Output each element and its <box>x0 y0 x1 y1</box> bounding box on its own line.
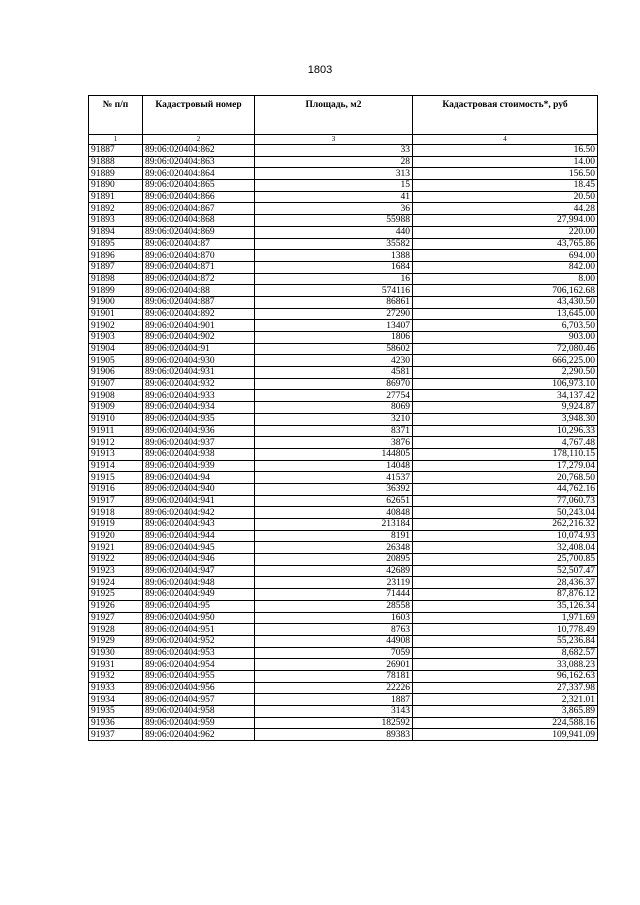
area-cell: 3143 <box>255 706 413 718</box>
row-index-cell: 91906 <box>89 367 143 379</box>
cadastral-number-cell: 89:06:020404:958 <box>143 706 255 718</box>
table-row <box>89 390 598 402</box>
table-row <box>89 191 598 203</box>
row-index-cell: 91922 <box>89 554 143 566</box>
area-cell: 36 <box>255 203 413 215</box>
cadastral-number-cell: 89:06:020404:901 <box>143 320 255 332</box>
table-row <box>89 156 598 168</box>
cadastral-value-cell: 220.00 <box>413 226 598 238</box>
table-row <box>89 215 598 227</box>
table-row <box>89 402 598 414</box>
row-index-cell: 91887 <box>89 145 143 157</box>
cadastral-number-cell: 89:06:020404:866 <box>143 191 255 203</box>
column-number: 4 <box>413 135 598 145</box>
cadastral-value-cell: 8,682.57 <box>413 647 598 659</box>
table-row <box>89 413 598 425</box>
cadastral-value-cell: 27,337.98 <box>413 682 598 694</box>
row-index-cell: 91913 <box>89 448 143 460</box>
row-index-cell: 91910 <box>89 413 143 425</box>
cadastral-value-cell: 156.50 <box>413 168 598 180</box>
cadastral-number-cell: 89:06:020404:871 <box>143 261 255 273</box>
table-row <box>89 343 598 355</box>
cadastral-value-cell: 87,876.12 <box>413 589 598 601</box>
table-row <box>89 378 598 390</box>
table-row <box>89 495 598 507</box>
row-index-cell: 91900 <box>89 296 143 308</box>
cadastral-number-cell: 89:06:020404:949 <box>143 589 255 601</box>
cadastral-value-cell: 2,290.50 <box>413 367 598 379</box>
area-cell: 86861 <box>255 296 413 308</box>
cadastral-number-cell: 89:06:020404:934 <box>143 402 255 414</box>
area-cell: 3210 <box>255 413 413 425</box>
cadastral-value-cell: 2,321.01 <box>413 694 598 706</box>
cadastral-number-cell: 89:06:020404:959 <box>143 717 255 729</box>
row-index-cell: 91926 <box>89 600 143 612</box>
area-cell: 8191 <box>255 530 413 542</box>
area-cell: 78181 <box>255 670 413 682</box>
cadastral-number-cell: 89:06:020404:935 <box>143 413 255 425</box>
table-row <box>89 519 598 531</box>
cadastral-number-cell: 89:06:020404:865 <box>143 180 255 192</box>
row-index-cell: 91890 <box>89 180 143 192</box>
area-cell: 89383 <box>255 729 413 741</box>
row-index-cell: 91897 <box>89 261 143 273</box>
area-cell: 1887 <box>255 694 413 706</box>
area-cell: 182592 <box>255 717 413 729</box>
row-index-cell: 91923 <box>89 565 143 577</box>
area-cell: 1806 <box>255 332 413 344</box>
area-cell: 40848 <box>255 507 413 519</box>
cadastral-value-cell: 8.00 <box>413 273 598 285</box>
row-index-cell: 91895 <box>89 238 143 250</box>
row-index-cell: 91937 <box>89 729 143 741</box>
row-index-cell: 91918 <box>89 507 143 519</box>
area-cell: 71444 <box>255 589 413 601</box>
cadastral-value-cell: 27,994.00 <box>413 215 598 227</box>
area-cell: 144805 <box>255 448 413 460</box>
table-row <box>89 273 598 285</box>
table-row <box>89 577 598 589</box>
area-cell: 4230 <box>255 355 413 367</box>
cadastral-number-cell: 89:06:020404:956 <box>143 682 255 694</box>
cadastral-number-cell: 89:06:020404:951 <box>143 624 255 636</box>
cadastral-value-cell: 20,768.50 <box>413 472 598 484</box>
cadastral-number-cell: 89:06:020404:940 <box>143 483 255 495</box>
cadastral-number-cell: 89:06:020404:869 <box>143 226 255 238</box>
cadastral-number-cell: 89:06:020404:902 <box>143 332 255 344</box>
cadastral-value-cell: 55,236.84 <box>413 635 598 647</box>
cadastral-value-cell: 706,162.68 <box>413 285 598 297</box>
table-row <box>89 180 598 192</box>
table-row <box>89 635 598 647</box>
row-index-cell: 91927 <box>89 612 143 624</box>
table-row <box>89 554 598 566</box>
cadastral-number-cell: 89:06:020404:947 <box>143 565 255 577</box>
cadastral-value-cell: 6,703.50 <box>413 320 598 332</box>
area-cell: 28 <box>255 156 413 168</box>
area-cell: 8763 <box>255 624 413 636</box>
area-cell: 55988 <box>255 215 413 227</box>
cadastral-number-cell: 89:06:020404:932 <box>143 378 255 390</box>
row-index-cell: 91932 <box>89 670 143 682</box>
row-index-cell: 91908 <box>89 390 143 402</box>
row-index-cell: 91934 <box>89 694 143 706</box>
area-cell: 23119 <box>255 577 413 589</box>
column-number: 1 <box>89 135 143 145</box>
table-row <box>89 507 598 519</box>
cadastral-value-cell: 178,110.15 <box>413 448 598 460</box>
table-row <box>89 717 598 729</box>
table-row <box>89 472 598 484</box>
cadastral-number-cell: 89:06:020404:930 <box>143 355 255 367</box>
cadastral-number-cell: 89:06:020404:91 <box>143 343 255 355</box>
cadastral-value-cell: 72,080.46 <box>413 343 598 355</box>
cadastral-value-cell: 50,243.04 <box>413 507 598 519</box>
cadastral-number-cell: 89:06:020404:95 <box>143 600 255 612</box>
table-row <box>89 355 598 367</box>
area-cell: 86970 <box>255 378 413 390</box>
cadastral-number-cell: 89:06:020404:943 <box>143 519 255 531</box>
cadastral-value-cell: 106,973.10 <box>413 378 598 390</box>
area-cell: 33 <box>255 145 413 157</box>
table-row <box>89 624 598 636</box>
area-cell: 36392 <box>255 483 413 495</box>
cadastral-value-cell: 52,507.47 <box>413 565 598 577</box>
table-row <box>89 238 598 250</box>
table-row <box>89 226 598 238</box>
row-index-cell: 91935 <box>89 706 143 718</box>
area-cell: 1603 <box>255 612 413 624</box>
row-index-cell: 91902 <box>89 320 143 332</box>
table-row <box>89 589 598 601</box>
area-cell: 22226 <box>255 682 413 694</box>
cadastral-number-cell: 89:06:020404:962 <box>143 729 255 741</box>
area-cell: 313 <box>255 168 413 180</box>
area-cell: 42689 <box>255 565 413 577</box>
row-index-cell: 91901 <box>89 308 143 320</box>
area-cell: 27754 <box>255 390 413 402</box>
area-cell: 41537 <box>255 472 413 484</box>
cadastral-number-cell: 89:06:020404:872 <box>143 273 255 285</box>
table-row <box>89 308 598 320</box>
cadastral-value-cell: 262,216.32 <box>413 519 598 531</box>
cadastral-value-cell: 20.50 <box>413 191 598 203</box>
cadastral-number-cell: 89:06:020404:936 <box>143 425 255 437</box>
cadastral-value-cell: 10,296.33 <box>413 425 598 437</box>
row-index-cell: 91904 <box>89 343 143 355</box>
table-row <box>89 367 598 379</box>
area-cell: 574116 <box>255 285 413 297</box>
table-row <box>89 448 598 460</box>
area-cell: 20895 <box>255 554 413 566</box>
area-cell: 62651 <box>255 495 413 507</box>
cadastral-value-cell: 43,765.86 <box>413 238 598 250</box>
table-row <box>89 425 598 437</box>
table-row <box>89 612 598 624</box>
row-index-cell: 91921 <box>89 542 143 554</box>
column-number: 2 <box>143 135 255 145</box>
row-index-cell: 91892 <box>89 203 143 215</box>
cadastral-number-cell: 89:06:020404:867 <box>143 203 255 215</box>
area-cell: 8069 <box>255 402 413 414</box>
cadastral-number-cell: 89:06:020404:94 <box>143 472 255 484</box>
area-cell: 13407 <box>255 320 413 332</box>
cadastral-value-cell: 16.50 <box>413 145 598 157</box>
cadastral-number-cell: 89:06:020404:870 <box>143 250 255 262</box>
table-row <box>89 600 598 612</box>
header-cadastral-number: Кадастровый номер <box>143 96 255 135</box>
area-cell: 3876 <box>255 437 413 449</box>
area-cell: 8371 <box>255 425 413 437</box>
table-row <box>89 332 598 344</box>
row-index-cell: 91914 <box>89 460 143 472</box>
row-index-cell: 91896 <box>89 250 143 262</box>
table-row <box>89 261 598 273</box>
header-cadastral-value: Кадастровая стоимость*, руб <box>413 96 598 135</box>
table-row <box>89 168 598 180</box>
cadastral-number-cell: 89:06:020404:944 <box>143 530 255 542</box>
area-cell: 41 <box>255 191 413 203</box>
table-row <box>89 659 598 671</box>
cadastral-value-cell: 10,778.49 <box>413 624 598 636</box>
table-row <box>89 320 598 332</box>
cadastral-value-cell: 33,088.23 <box>413 659 598 671</box>
row-index-cell: 91916 <box>89 483 143 495</box>
row-index-cell: 91899 <box>89 285 143 297</box>
area-cell: 1684 <box>255 261 413 273</box>
cadastral-number-cell: 89:06:020404:955 <box>143 670 255 682</box>
row-index-cell: 91933 <box>89 682 143 694</box>
cadastral-number-cell: 89:06:020404:868 <box>143 215 255 227</box>
cadastral-number-cell: 89:06:020404:88 <box>143 285 255 297</box>
area-cell: 1388 <box>255 250 413 262</box>
cadastral-number-cell: 89:06:020404:941 <box>143 495 255 507</box>
cadastral-value-cell: 3,948.30 <box>413 413 598 425</box>
area-cell: 44908 <box>255 635 413 647</box>
cadastral-number-cell: 89:06:020404:87 <box>143 238 255 250</box>
table-row <box>89 647 598 659</box>
cadastral-number-cell: 89:06:020404:864 <box>143 168 255 180</box>
cadastral-value-cell: 44,762.16 <box>413 483 598 495</box>
cadastral-number-cell: 89:06:020404:942 <box>143 507 255 519</box>
row-index-cell: 91891 <box>89 191 143 203</box>
row-index-cell: 91924 <box>89 577 143 589</box>
cadastral-value-cell: 96,162.63 <box>413 670 598 682</box>
cadastral-value-cell: 35,126.34 <box>413 600 598 612</box>
cadastral-number-cell: 89:06:020404:952 <box>143 635 255 647</box>
cadastral-value-cell: 13,645.00 <box>413 308 598 320</box>
cadastral-value-cell: 224,588.16 <box>413 717 598 729</box>
cadastral-number-cell: 89:06:020404:954 <box>143 659 255 671</box>
area-cell: 213184 <box>255 519 413 531</box>
area-cell: 28558 <box>255 600 413 612</box>
row-index-cell: 91894 <box>89 226 143 238</box>
cadastral-value-cell: 32,408.04 <box>413 542 598 554</box>
cadastral-number-cell: 89:06:020404:946 <box>143 554 255 566</box>
table-row <box>89 145 598 157</box>
area-cell: 27290 <box>255 308 413 320</box>
table-body <box>89 145 598 741</box>
area-cell: 7059 <box>255 647 413 659</box>
row-index-cell: 91889 <box>89 168 143 180</box>
table-row <box>89 682 598 694</box>
cadastral-value-cell: 43,430.50 <box>413 296 598 308</box>
cadastral-value-cell: 25,700.85 <box>413 554 598 566</box>
cadastral-number-cell: 89:06:020404:953 <box>143 647 255 659</box>
table-row <box>89 530 598 542</box>
row-index-cell: 91920 <box>89 530 143 542</box>
area-cell: 26348 <box>255 542 413 554</box>
cadastral-number-cell: 89:06:020404:957 <box>143 694 255 706</box>
cadastral-value-cell: 14.00 <box>413 156 598 168</box>
table-row <box>89 670 598 682</box>
cadastral-number-cell: 89:06:020404:887 <box>143 296 255 308</box>
cadastral-number-cell: 89:06:020404:933 <box>143 390 255 402</box>
cadastral-value-cell: 3,865.89 <box>413 706 598 718</box>
cadastral-number-cell: 89:06:020404:862 <box>143 145 255 157</box>
cadastral-value-cell: 666,225.00 <box>413 355 598 367</box>
area-cell: 440 <box>255 226 413 238</box>
table-row <box>89 203 598 215</box>
cadastral-value-cell: 694.00 <box>413 250 598 262</box>
cadastral-number-cell: 89:06:020404:939 <box>143 460 255 472</box>
area-cell: 58602 <box>255 343 413 355</box>
header-index: № п/п <box>89 96 143 135</box>
row-index-cell: 91936 <box>89 717 143 729</box>
row-index-cell: 91925 <box>89 589 143 601</box>
cadastral-value-cell: 18.45 <box>413 180 598 192</box>
area-cell: 14048 <box>255 460 413 472</box>
row-index-cell: 91909 <box>89 402 143 414</box>
cadastral-value-cell: 34,137.42 <box>413 390 598 402</box>
column-number: 3 <box>255 135 413 145</box>
table-row <box>89 694 598 706</box>
row-index-cell: 91915 <box>89 472 143 484</box>
area-cell: 26901 <box>255 659 413 671</box>
cadastral-number-cell: 89:06:020404:937 <box>143 437 255 449</box>
table-row <box>89 542 598 554</box>
cadastral-value-cell: 9,924.87 <box>413 402 598 414</box>
table-row <box>89 437 598 449</box>
row-index-cell: 91911 <box>89 425 143 437</box>
cadastral-number-cell: 89:06:020404:938 <box>143 448 255 460</box>
row-index-cell: 91905 <box>89 355 143 367</box>
area-cell: 4581 <box>255 367 413 379</box>
table-row <box>89 565 598 577</box>
row-index-cell: 91928 <box>89 624 143 636</box>
cadastral-number-cell: 89:06:020404:945 <box>143 542 255 554</box>
row-index-cell: 91898 <box>89 273 143 285</box>
table-row <box>89 483 598 495</box>
cadastral-value-cell: 77,060.73 <box>413 495 598 507</box>
row-index-cell: 91930 <box>89 647 143 659</box>
cadastral-value-cell: 842.00 <box>413 261 598 273</box>
row-index-cell: 91919 <box>89 519 143 531</box>
cadastral-value-cell: 4,767.48 <box>413 437 598 449</box>
row-index-cell: 91929 <box>89 635 143 647</box>
column-number-row <box>89 135 598 145</box>
row-index-cell: 91912 <box>89 437 143 449</box>
row-index-cell: 91893 <box>89 215 143 227</box>
cadastral-value-cell: 1,971.69 <box>413 612 598 624</box>
cadastral-number-cell: 89:06:020404:948 <box>143 577 255 589</box>
header-row <box>89 96 598 135</box>
page-number: 1803 <box>307 64 333 76</box>
table-row <box>89 729 598 741</box>
table-row <box>89 250 598 262</box>
row-index-cell: 91907 <box>89 378 143 390</box>
table-row <box>89 285 598 297</box>
cadastral-table <box>88 95 598 741</box>
row-index-cell: 91903 <box>89 332 143 344</box>
cadastral-value-cell: 17,279.04 <box>413 460 598 472</box>
row-index-cell: 91888 <box>89 156 143 168</box>
cadastral-value-cell: 10,074.93 <box>413 530 598 542</box>
area-cell: 15 <box>255 180 413 192</box>
cadastral-value-cell: 44.28 <box>413 203 598 215</box>
header-area: Площадь, м2 <box>255 96 413 135</box>
table-row <box>89 296 598 308</box>
cadastral-number-cell: 89:06:020404:931 <box>143 367 255 379</box>
area-cell: 35582 <box>255 238 413 250</box>
cadastral-value-cell: 28,436.37 <box>413 577 598 589</box>
area-cell: 16 <box>255 273 413 285</box>
table-row <box>89 706 598 718</box>
cadastral-number-cell: 89:06:020404:863 <box>143 156 255 168</box>
cadastral-value-cell: 903.00 <box>413 332 598 344</box>
row-index-cell: 91931 <box>89 659 143 671</box>
table-row <box>89 460 598 472</box>
cadastral-value-cell: 109,941.09 <box>413 729 598 741</box>
cadastral-number-cell: 89:06:020404:950 <box>143 612 255 624</box>
row-index-cell: 91917 <box>89 495 143 507</box>
cadastral-number-cell: 89:06:020404:892 <box>143 308 255 320</box>
